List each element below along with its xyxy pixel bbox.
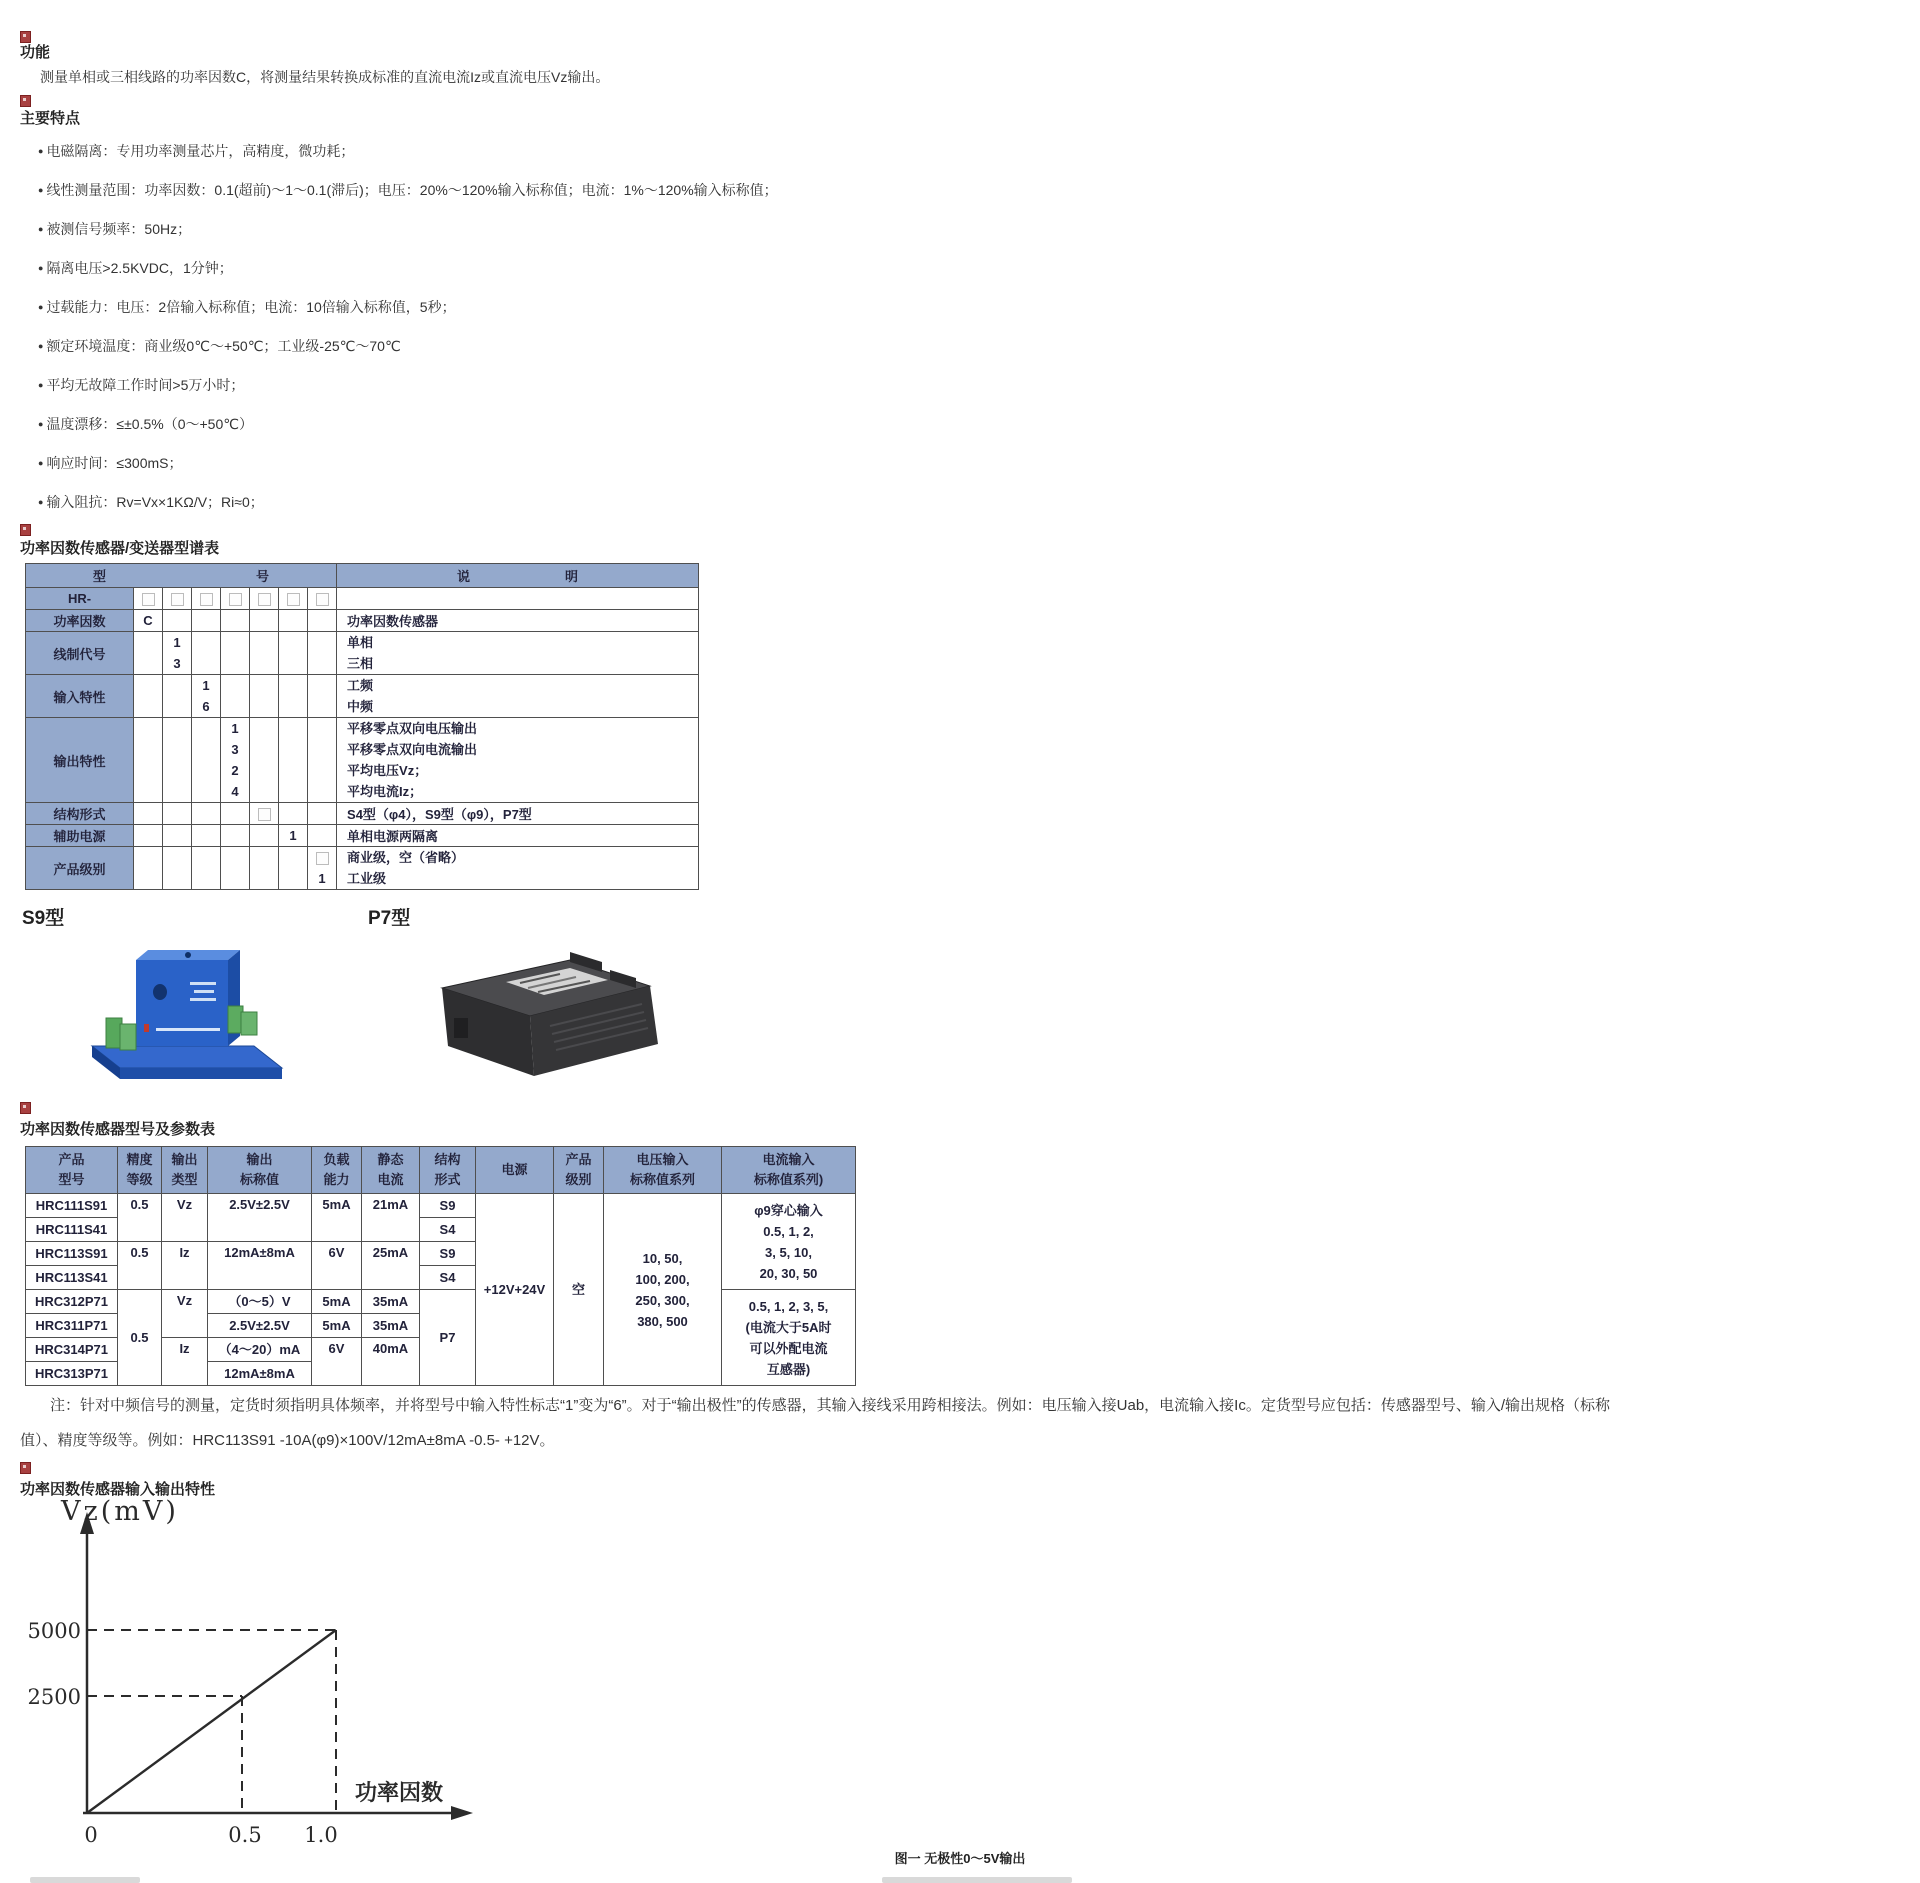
cell-load: 6V <box>312 1338 362 1386</box>
desc-cell <box>337 847 699 890</box>
header-text: 明 <box>565 569 579 584</box>
x-tick-1-0: 1.0 <box>304 1823 338 1847</box>
cell-accuracy: 0.5 <box>118 1242 162 1290</box>
table-row <box>26 1194 856 1218</box>
checkbox-icon <box>258 593 271 606</box>
cell-form: S9 <box>420 1194 476 1218</box>
list-item <box>38 335 1838 358</box>
cell-form: P7 <box>420 1290 476 1386</box>
list-item <box>38 179 1838 202</box>
checkbox-icon <box>142 593 155 606</box>
code-cell <box>308 847 337 890</box>
cell-quiescent: 40mA <box>362 1338 420 1386</box>
feature-text: 电磁隔离：专用功率测量芯片，高精度，微功耗； <box>46 143 355 159</box>
table-row <box>26 718 699 803</box>
code-cell <box>308 588 337 610</box>
header-cell: 产品 型号 <box>26 1147 118 1194</box>
desc-cell: 单相电源两隔离 <box>337 825 699 847</box>
table-row <box>26 632 699 675</box>
header-cell: 结构 形式 <box>420 1147 476 1194</box>
cell-load: 5mA <box>312 1314 362 1338</box>
cell-accuracy: 0.5 <box>118 1194 162 1242</box>
bullet-icon: ● <box>38 458 44 468</box>
list-item <box>38 257 1838 280</box>
checkbox-icon <box>171 593 184 606</box>
cell-nominal: 2.5V±2.5V <box>208 1194 312 1242</box>
cell-output-type: Iz <box>162 1242 208 1290</box>
row-label: 辅助电源 <box>26 825 134 847</box>
checkbox-icon <box>229 593 242 606</box>
header-cell: 负载 能力 <box>312 1147 362 1194</box>
row-label: 线制代号 <box>26 632 134 675</box>
header-cell: 电源 <box>476 1147 554 1194</box>
cell-load: 6V <box>312 1242 362 1290</box>
table-row <box>26 803 699 825</box>
function-description: 测量单相或三相线路的功率因数C，将测量结果转换成标准的直流电流Iz或直流电压Vz输出。 <box>40 69 610 85</box>
cell-form: S4 <box>420 1266 476 1290</box>
code-value: 3 <box>231 742 239 757</box>
cell-form: S4 <box>420 1218 476 1242</box>
cell-grade: 空 <box>554 1194 604 1386</box>
cell-output-type: Iz <box>162 1338 208 1386</box>
list-item <box>38 413 1838 436</box>
desc-cell <box>337 588 699 610</box>
feature-text: 线性测量范围：功率因数：0.1(超前)～1～0.1(滞后)；电压：20%～120%输入标称值；电流：1%～120%输入标称值； <box>46 182 778 198</box>
cell-quiescent: 35mA <box>362 1314 420 1338</box>
row-label: HR- <box>26 588 134 610</box>
checkbox-icon <box>316 852 329 865</box>
desc-value: 工频 <box>347 678 374 693</box>
list-item <box>38 491 1838 514</box>
row-label: 输入特性 <box>26 675 134 718</box>
code-cell: 1 <box>279 825 308 847</box>
bullet-icon: ● <box>38 185 44 195</box>
parameter-table <box>25 1146 856 1386</box>
desc-value: 商业级，空（省略） <box>347 850 465 865</box>
table-row <box>26 1290 856 1314</box>
p7-product-image <box>420 922 675 1092</box>
table-row <box>26 588 699 610</box>
header-cell: 产品 级别 <box>554 1147 604 1194</box>
desc-value: 单相 <box>347 635 374 650</box>
cell-current-series-bottom: 0.5, 1, 2, 3, 5, (电流大于5A时 可以外配电流 互感器) <box>722 1290 856 1386</box>
table-header-row <box>26 564 699 588</box>
code-value: 6 <box>202 699 210 714</box>
cell-model: HRC111S41 <box>26 1218 118 1242</box>
x-tick-0-5: 0.5 <box>228 1823 262 1847</box>
row-label: 结构形式 <box>26 803 134 825</box>
desc-value: 平均电流Iz； <box>347 784 423 799</box>
section-title-spectrum: 功率因数传感器/变送器型谱表 <box>20 540 220 557</box>
cell-nominal: （4～20）mA <box>208 1338 312 1362</box>
order-note-line2: 值）、精度等级等。例如：HRC113S91 -10A(φ9)×100V/12mA±8mA -0.5- +12V。 <box>20 1432 555 1449</box>
desc-cell <box>337 632 699 675</box>
code-value: 1 <box>318 871 326 886</box>
list-item <box>38 296 1838 319</box>
cell-load: 5mA <box>312 1290 362 1314</box>
cell-nominal: 2.5V±2.5V <box>208 1314 312 1338</box>
feature-text: 响应时间：≤300mS； <box>46 455 183 471</box>
cell-nominal: 12mA±8mA <box>208 1362 312 1386</box>
checkbox-icon <box>200 593 213 606</box>
code-value: 3 <box>173 656 181 671</box>
section-title-params: 功率因数传感器型号及参数表 <box>20 1121 216 1138</box>
p7-product-label: P7型 <box>368 908 411 929</box>
bullet-icon: ● <box>38 224 44 234</box>
cell-quiescent: 25mA <box>362 1242 420 1290</box>
x-tick-0: 0 <box>84 1823 98 1847</box>
section-title-function: 功能 <box>20 44 51 61</box>
header-cell: 输出 类型 <box>162 1147 208 1194</box>
code-cell <box>221 588 250 610</box>
header-text: 型 <box>93 569 107 584</box>
desc-value: 平移零点双向电流输出 <box>347 742 478 757</box>
table-row <box>26 825 699 847</box>
list-item <box>38 374 1838 397</box>
header-text: 说 <box>457 569 471 584</box>
cell-model: HRC312P71 <box>26 1290 118 1314</box>
io-characteristic-chart <box>25 1498 505 1860</box>
cutoff-content <box>30 1877 140 1883</box>
cell-accuracy: 0.5 <box>118 1290 162 1386</box>
feature-text: 温度漂移：≤±0.5%（0～+50℃） <box>46 416 253 432</box>
broken-image-icon <box>20 1462 31 1474</box>
desc-value: 工业级 <box>347 871 387 886</box>
feature-text: 隔离电压>2.5KVDC，1分钟； <box>46 260 233 276</box>
desc-value: 中频 <box>347 699 374 714</box>
row-label: 产品级别 <box>26 847 134 890</box>
desc-cell <box>337 675 699 718</box>
table-row <box>26 847 699 890</box>
row-label: 功率因数 <box>26 610 134 632</box>
bullet-icon: ● <box>38 341 44 351</box>
bullet-icon: ● <box>38 302 44 312</box>
broken-image-icon <box>20 95 31 107</box>
desc-value: 平均电压Vz； <box>347 763 428 778</box>
figure-caption: 图一 无极性0～5V输出 <box>894 1851 1026 1866</box>
feature-text: 被测信号频率：50Hz； <box>46 221 192 237</box>
s9-product-image <box>78 930 303 1090</box>
bullet-icon: ● <box>38 146 44 156</box>
cell-output-type: Vz <box>162 1290 208 1338</box>
desc-cell <box>337 718 699 803</box>
header-cell: 输出 标称值 <box>208 1147 312 1194</box>
s9-product-label: S9型 <box>22 908 65 929</box>
code-value: 2 <box>231 763 239 778</box>
code-value: 1 <box>173 635 181 650</box>
characteristic-line <box>87 1630 336 1813</box>
bullet-icon: ● <box>38 380 44 390</box>
desc-value: 三相 <box>347 656 374 671</box>
code-cell <box>134 588 163 610</box>
cell-quiescent: 35mA <box>362 1290 420 1314</box>
code-cell <box>163 588 192 610</box>
row-label: 输出特性 <box>26 718 134 803</box>
section-title-features: 主要特点 <box>20 110 81 127</box>
broken-image-icon <box>20 1102 31 1114</box>
cell-power: +12V+24V <box>476 1194 554 1386</box>
bullet-icon: ● <box>38 497 44 507</box>
cell-model: HRC311P71 <box>26 1314 118 1338</box>
desc-cell: S4型（φ4），S9型（φ9），P7型 <box>337 803 699 825</box>
cell-voltage-series: 10, 50, 100, 200, 250, 300, 380, 500 <box>604 1194 722 1386</box>
header-description <box>337 564 699 588</box>
cell-form: S9 <box>420 1242 476 1266</box>
checkbox-icon <box>287 593 300 606</box>
list-item <box>38 452 1838 475</box>
feature-text: 额定环境温度：商业级0℃～+50℃；工业级-25℃～70℃ <box>46 338 401 354</box>
list-item <box>38 140 1838 163</box>
y-tick-2500: 2500 <box>27 1685 81 1709</box>
feature-text: 输入阻抗：Rv=Vx×1KΩ/V；Ri≈0； <box>46 494 264 510</box>
section-title-io: 功率因数传感器输入输出特性 <box>20 1481 216 1498</box>
checkbox-icon <box>316 593 329 606</box>
feature-list <box>38 140 1838 530</box>
y-tick-5000: 5000 <box>27 1619 81 1643</box>
x-axis-label: 功率因数 <box>355 1780 444 1806</box>
cell-nominal: （0～5）V <box>208 1290 312 1314</box>
feature-text: 平均无故障工作时间>5万小时； <box>46 377 245 393</box>
code-cell <box>250 588 279 610</box>
cell-model: HRC111S91 <box>26 1194 118 1218</box>
broken-image-icon <box>20 524 31 536</box>
header-cell: 静态 电流 <box>362 1147 420 1194</box>
table-row <box>26 675 699 718</box>
cell-quiescent: 21mA <box>362 1194 420 1242</box>
code-cell: C <box>134 610 163 632</box>
cell-model: HRC313P71 <box>26 1362 118 1386</box>
bullet-icon: ● <box>38 263 44 273</box>
list-item <box>38 218 1838 241</box>
table-header-row <box>26 1147 856 1194</box>
cell-model: HRC113S91 <box>26 1242 118 1266</box>
code-cell <box>163 632 192 675</box>
cell-current-series-top: φ9穿心输入 0.5, 1, 2, 3, 5, 10, 20, 30, 50 <box>722 1194 856 1290</box>
cell-model: HRC314P71 <box>26 1338 118 1362</box>
header-cell: 精度 等级 <box>118 1147 162 1194</box>
header-text: 号 <box>256 569 270 584</box>
cell-nominal: 12mA±8mA <box>208 1242 312 1290</box>
cell-load: 5mA <box>312 1194 362 1242</box>
model-spectrum-table <box>25 563 699 890</box>
code-value: 1 <box>231 721 239 736</box>
code-cell <box>250 803 279 825</box>
code-cell <box>279 588 308 610</box>
feature-text: 过载能力：电压：2倍输入标称值；电流：10倍输入标称值，5秒； <box>46 299 456 315</box>
code-value <box>308 847 336 868</box>
checkbox-icon <box>258 808 271 821</box>
table-row <box>26 610 699 632</box>
code-value: 1 <box>202 678 210 693</box>
x-axis-arrow-icon <box>451 1806 473 1820</box>
header-model-number <box>26 564 337 588</box>
code-cell <box>221 718 250 803</box>
cell-model: HRC113S41 <box>26 1266 118 1290</box>
code-cell <box>192 675 221 718</box>
y-axis-label: Vz(mV) <box>61 1498 179 1527</box>
header-cell: 电压输入 标称值系列 <box>604 1147 722 1194</box>
bullet-icon: ● <box>38 419 44 429</box>
desc-value: 平移零点双向电压输出 <box>347 721 478 736</box>
code-cell <box>192 588 221 610</box>
order-note-line1: 注：针对中频信号的测量，定货时须指明具体频率，并将型号中输入特性标志“1”变为“6”。对于“输出极性”的传感器，其输入接线采用跨相接法。例如：电压输入接Uab，电流输入接Ic。定货型号应包括：传感器型号、输入/输出规格（标称 <box>50 1397 1611 1414</box>
cell-output-type: Vz <box>162 1194 208 1242</box>
header-cell: 电流输入 标称值系列) <box>722 1147 856 1194</box>
code-value: 4 <box>231 784 239 799</box>
desc-cell: 功率因数传感器 <box>337 610 699 632</box>
cutoff-content <box>882 1877 1072 1883</box>
